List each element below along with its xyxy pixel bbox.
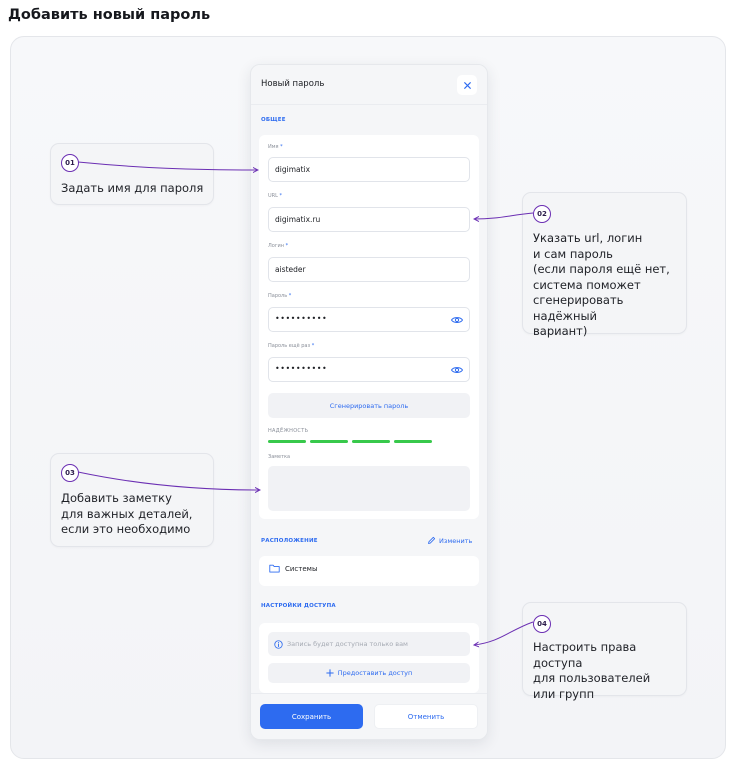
page-title: Добавить новый пароль — [8, 7, 211, 23]
name-value: digimatix — [275, 165, 311, 174]
strength-label: НАДЁЖНОСТЬ — [268, 428, 309, 434]
generate-password-button[interactable]: Сгенерировать пароль — [268, 393, 470, 418]
callout-text: Настроить права доступа для пользователей или групп — [533, 640, 651, 701]
new-password-modal — [250, 64, 488, 740]
strength-bar-segment — [310, 440, 348, 443]
access-card — [259, 623, 479, 693]
folder-name: Системы — [285, 564, 318, 573]
section-access-label: НАСТРОЙКИ ДОСТУПА — [261, 603, 336, 609]
password-input[interactable] — [268, 307, 470, 332]
callout-number: 04 — [533, 615, 551, 633]
eye-icon[interactable] — [451, 315, 463, 325]
access-info: Запись будет доступна только вам — [268, 632, 470, 656]
strength-bar-segment — [394, 440, 432, 443]
modal-footer — [251, 693, 487, 739]
callout-text: Указать url, логин и сам пароль (если пароля ещё нет, система поможет сгенерировать надёжный вариант) — [533, 231, 670, 338]
plus-icon — [326, 669, 334, 677]
password-repeat-label: Пароль ещё раз * — [268, 343, 315, 349]
cancel-button[interactable]: Отменить — [374, 704, 478, 729]
callout-1 — [50, 143, 214, 205]
strength-meter — [268, 440, 432, 443]
note-textarea[interactable] — [268, 466, 470, 511]
close-icon — [464, 82, 471, 89]
pencil-icon — [427, 536, 436, 545]
general-card — [259, 135, 479, 519]
note-label: Заметка — [268, 454, 291, 460]
eye-icon[interactable] — [451, 365, 463, 375]
login-value: aisteder — [275, 265, 306, 274]
name-label: Имя * — [268, 144, 283, 150]
callout-number: 02 — [533, 205, 551, 223]
callout-number: 03 — [61, 464, 79, 482]
login-label: Логин * — [268, 243, 289, 249]
location-card — [259, 556, 479, 586]
callout-text: Задать имя для пароля — [61, 181, 204, 195]
section-location-label: РАСПОЛОЖЕНИЕ — [261, 538, 318, 544]
strength-bar-segment — [352, 440, 390, 443]
modal-title: Новый пароль — [261, 79, 325, 89]
callout-number: 01 — [61, 154, 79, 172]
url-label: URL * — [268, 193, 283, 199]
edit-location-link[interactable]: Изменить — [427, 536, 472, 545]
callout-text: Добавить заметку для важных деталей, если это необходимо — [61, 491, 193, 536]
folder-row[interactable] — [269, 564, 317, 573]
password-label: Пароль * — [268, 293, 292, 299]
name-input[interactable] — [268, 157, 470, 182]
password-value: •••••••••• — [275, 314, 328, 323]
section-general-label: ОБЩЕЕ — [261, 117, 286, 123]
save-button[interactable]: Сохранить — [260, 704, 363, 729]
strength-bar-segment — [268, 440, 306, 443]
callout-4 — [522, 602, 687, 701]
password-repeat-input[interactable] — [268, 357, 470, 382]
url-input[interactable] — [268, 207, 470, 232]
info-icon — [274, 640, 283, 649]
modal-header — [251, 65, 487, 105]
password-repeat-value: •••••••••• — [275, 364, 328, 373]
login-input[interactable] — [268, 257, 470, 282]
url-value: digimatix.ru — [275, 215, 321, 224]
callout-2 — [522, 192, 687, 338]
close-button[interactable] — [457, 75, 477, 95]
grant-access-button[interactable]: Предоставить доступ — [268, 663, 470, 683]
callout-3 — [50, 453, 214, 547]
folder-icon — [269, 564, 280, 573]
